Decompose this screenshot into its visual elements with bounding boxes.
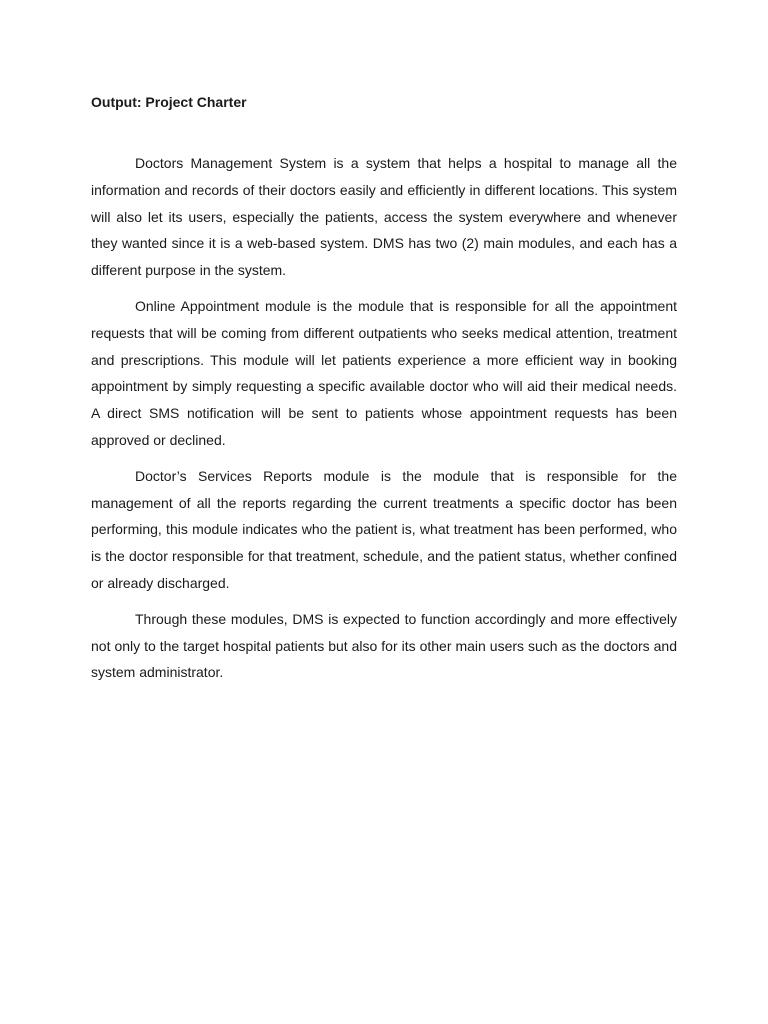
paragraph-introduction: Doctors Management System is a system that helps a hospital to manage all the information and records of their doctors easily and efficiently in different locations. This system will also let its users, especially the patients, access the system everywhere and whenever they wanted since it is a web-based system. DMS has two (2) main modules, and each has a different purpose in the system. [91, 155, 677, 279]
paragraph-services-reports-module: Doctor’s Services Reports module is the module that is responsible for the management of all the reports regarding the current treatments a specific doctor has been performing, this module indicates who the patient is, what treatment has been performed, who is the doctor responsible for that treatment, schedule, and the patient status, whether confined or already discharged. [91, 467, 677, 591]
document-heading: Output: Project Charter [91, 94, 247, 110]
paragraph-online-appointment-module: Online Appointment module is the module that is responsible for all the appointment requests that will be coming from different outpatients who seeks medical attention, treatment and prescriptions. This module will let patients experience a more efficient way in booking appointment by simply requesting a specific available doctor who will aid their medical needs. A direct SMS notification will be sent to patients whose appointment requests has been approved or declined. [91, 297, 677, 448]
paragraph-conclusion: Through these modules, DMS is expected to function accordingly and more effectively not only to the target hospital patients but also for its other main users such as the doctors and system administrator. [91, 610, 677, 681]
document-body [91, 150, 677, 695]
